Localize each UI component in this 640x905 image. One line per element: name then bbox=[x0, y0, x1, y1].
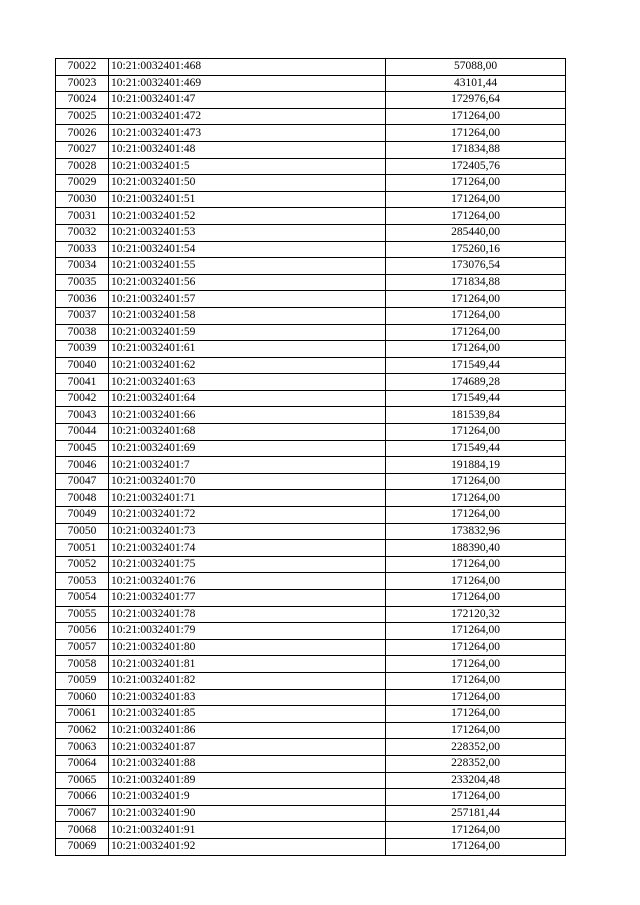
value-cell: 171264,00 bbox=[386, 672, 566, 689]
table-row bbox=[56, 623, 566, 640]
cadastral-number-cell: 10:21:0032401:78 bbox=[109, 606, 386, 623]
table-row bbox=[56, 706, 566, 723]
value-cell: 171264,00 bbox=[386, 722, 566, 739]
table-row bbox=[56, 390, 566, 407]
cadastral-number-cell: 10:21:0032401:69 bbox=[109, 440, 386, 457]
table-row bbox=[56, 158, 566, 175]
table-row bbox=[56, 374, 566, 391]
row-number-cell: 70056 bbox=[56, 623, 109, 640]
row-number-cell: 70040 bbox=[56, 357, 109, 374]
row-number-cell: 70065 bbox=[56, 772, 109, 789]
table-row bbox=[56, 258, 566, 275]
value-cell: 171834,88 bbox=[386, 274, 566, 291]
value-cell: 171264,00 bbox=[386, 639, 566, 656]
cadastral-number-cell: 10:21:0032401:71 bbox=[109, 490, 386, 507]
value-cell: 171264,00 bbox=[386, 108, 566, 125]
row-number-cell: 70052 bbox=[56, 556, 109, 573]
value-cell: 173076,54 bbox=[386, 258, 566, 275]
value-cell: 188390,40 bbox=[386, 540, 566, 557]
value-cell: 172120,32 bbox=[386, 606, 566, 623]
table-row bbox=[56, 639, 566, 656]
row-number-cell: 70050 bbox=[56, 523, 109, 540]
value-cell: 172976,64 bbox=[386, 92, 566, 109]
cadastral-number-cell: 10:21:0032401:68 bbox=[109, 424, 386, 441]
table-row bbox=[56, 490, 566, 507]
value-cell: 171264,00 bbox=[386, 341, 566, 358]
row-number-cell: 70046 bbox=[56, 457, 109, 474]
value-cell: 171264,00 bbox=[386, 291, 566, 308]
table-row bbox=[56, 590, 566, 607]
value-cell: 181539,84 bbox=[386, 407, 566, 424]
table-row bbox=[56, 473, 566, 490]
table-row bbox=[56, 291, 566, 308]
table-row bbox=[56, 789, 566, 806]
cadastral-number-cell: 10:21:0032401:56 bbox=[109, 274, 386, 291]
row-number-cell: 70048 bbox=[56, 490, 109, 507]
cadastral-number-cell: 10:21:0032401:90 bbox=[109, 805, 386, 822]
table-row bbox=[56, 224, 566, 241]
table-row bbox=[56, 92, 566, 109]
cadastral-number-cell: 10:21:0032401:86 bbox=[109, 722, 386, 739]
value-cell: 171264,00 bbox=[386, 473, 566, 490]
cadastral-value-table bbox=[55, 58, 566, 856]
row-number-cell: 70034 bbox=[56, 258, 109, 275]
table-body bbox=[56, 59, 566, 856]
cadastral-number-cell: 10:21:0032401:88 bbox=[109, 755, 386, 772]
cadastral-number-cell: 10:21:0032401:72 bbox=[109, 507, 386, 524]
row-number-cell: 70061 bbox=[56, 706, 109, 723]
cadastral-number-cell: 10:21:0032401:70 bbox=[109, 473, 386, 490]
value-cell: 191884,19 bbox=[386, 457, 566, 474]
row-number-cell: 70047 bbox=[56, 473, 109, 490]
cadastral-number-cell: 10:21:0032401:66 bbox=[109, 407, 386, 424]
value-cell: 285440,00 bbox=[386, 224, 566, 241]
cadastral-number-cell: 10:21:0032401:472 bbox=[109, 108, 386, 125]
row-number-cell: 70062 bbox=[56, 722, 109, 739]
row-number-cell: 70031 bbox=[56, 208, 109, 225]
cadastral-number-cell: 10:21:0032401:80 bbox=[109, 639, 386, 656]
row-number-cell: 70064 bbox=[56, 755, 109, 772]
cadastral-number-cell: 10:21:0032401:77 bbox=[109, 590, 386, 607]
value-cell: 43101,44 bbox=[386, 75, 566, 92]
row-number-cell: 70069 bbox=[56, 838, 109, 855]
cadastral-number-cell: 10:21:0032401:59 bbox=[109, 324, 386, 341]
table-row bbox=[56, 440, 566, 457]
table-row bbox=[56, 722, 566, 739]
row-number-cell: 70027 bbox=[56, 141, 109, 158]
value-cell: 233204,48 bbox=[386, 772, 566, 789]
value-cell: 171264,00 bbox=[386, 590, 566, 607]
value-cell: 171264,00 bbox=[386, 424, 566, 441]
cadastral-number-cell: 10:21:0032401:73 bbox=[109, 523, 386, 540]
table-row bbox=[56, 175, 566, 192]
cadastral-number-cell: 10:21:0032401:91 bbox=[109, 822, 386, 839]
row-number-cell: 70067 bbox=[56, 805, 109, 822]
value-cell: 228352,00 bbox=[386, 755, 566, 772]
table-row bbox=[56, 208, 566, 225]
row-number-cell: 70045 bbox=[56, 440, 109, 457]
value-cell: 171264,00 bbox=[386, 838, 566, 855]
cadastral-number-cell: 10:21:0032401:50 bbox=[109, 175, 386, 192]
value-cell: 172405,76 bbox=[386, 158, 566, 175]
row-number-cell: 70063 bbox=[56, 739, 109, 756]
table-row bbox=[56, 573, 566, 590]
cadastral-number-cell: 10:21:0032401:5 bbox=[109, 158, 386, 175]
table-row bbox=[56, 523, 566, 540]
row-number-cell: 70037 bbox=[56, 307, 109, 324]
value-cell: 171264,00 bbox=[386, 623, 566, 640]
cadastral-number-cell: 10:21:0032401:62 bbox=[109, 357, 386, 374]
row-number-cell: 70038 bbox=[56, 324, 109, 341]
cadastral-number-cell: 10:21:0032401:85 bbox=[109, 706, 386, 723]
cadastral-number-cell: 10:21:0032401:63 bbox=[109, 374, 386, 391]
value-cell: 171264,00 bbox=[386, 556, 566, 573]
row-number-cell: 70022 bbox=[56, 59, 109, 76]
value-cell: 171264,00 bbox=[386, 125, 566, 142]
cadastral-number-cell: 10:21:0032401:47 bbox=[109, 92, 386, 109]
row-number-cell: 70057 bbox=[56, 639, 109, 656]
cadastral-number-cell: 10:21:0032401:53 bbox=[109, 224, 386, 241]
cadastral-number-cell: 10:21:0032401:74 bbox=[109, 540, 386, 557]
row-number-cell: 70043 bbox=[56, 407, 109, 424]
row-number-cell: 70026 bbox=[56, 125, 109, 142]
cadastral-number-cell: 10:21:0032401:61 bbox=[109, 341, 386, 358]
table-row bbox=[56, 772, 566, 789]
table-row bbox=[56, 556, 566, 573]
table-row bbox=[56, 672, 566, 689]
row-number-cell: 70030 bbox=[56, 191, 109, 208]
row-number-cell: 70068 bbox=[56, 822, 109, 839]
value-cell: 171264,00 bbox=[386, 208, 566, 225]
cadastral-number-cell: 10:21:0032401:79 bbox=[109, 623, 386, 640]
row-number-cell: 70060 bbox=[56, 689, 109, 706]
value-cell: 171264,00 bbox=[386, 175, 566, 192]
cadastral-number-cell: 10:21:0032401:76 bbox=[109, 573, 386, 590]
cadastral-number-cell: 10:21:0032401:51 bbox=[109, 191, 386, 208]
value-cell: 171264,00 bbox=[386, 324, 566, 341]
cadastral-number-cell: 10:21:0032401:52 bbox=[109, 208, 386, 225]
table-row bbox=[56, 507, 566, 524]
cadastral-number-cell: 10:21:0032401:55 bbox=[109, 258, 386, 275]
table-row bbox=[56, 191, 566, 208]
row-number-cell: 70051 bbox=[56, 540, 109, 557]
row-number-cell: 70036 bbox=[56, 291, 109, 308]
cadastral-number-cell: 10:21:0032401:83 bbox=[109, 689, 386, 706]
value-cell: 175260,16 bbox=[386, 241, 566, 258]
row-number-cell: 70025 bbox=[56, 108, 109, 125]
cadastral-number-cell: 10:21:0032401:57 bbox=[109, 291, 386, 308]
row-number-cell: 70035 bbox=[56, 274, 109, 291]
value-cell: 174689,28 bbox=[386, 374, 566, 391]
value-cell: 171264,00 bbox=[386, 573, 566, 590]
cadastral-number-cell: 10:21:0032401:469 bbox=[109, 75, 386, 92]
cadastral-number-cell: 10:21:0032401:92 bbox=[109, 838, 386, 855]
table-row bbox=[56, 606, 566, 623]
table-row bbox=[56, 656, 566, 673]
table-row bbox=[56, 457, 566, 474]
row-number-cell: 70041 bbox=[56, 374, 109, 391]
row-number-cell: 70024 bbox=[56, 92, 109, 109]
cadastral-number-cell: 10:21:0032401:87 bbox=[109, 739, 386, 756]
value-cell: 173832,96 bbox=[386, 523, 566, 540]
cadastral-number-cell: 10:21:0032401:468 bbox=[109, 59, 386, 76]
table-row bbox=[56, 324, 566, 341]
row-number-cell: 70039 bbox=[56, 341, 109, 358]
table-row bbox=[56, 540, 566, 557]
table-row bbox=[56, 141, 566, 158]
cadastral-number-cell: 10:21:0032401:89 bbox=[109, 772, 386, 789]
value-cell: 171264,00 bbox=[386, 656, 566, 673]
cadastral-number-cell: 10:21:0032401:64 bbox=[109, 390, 386, 407]
row-number-cell: 70042 bbox=[56, 390, 109, 407]
value-cell: 171264,00 bbox=[386, 706, 566, 723]
value-cell: 257181,44 bbox=[386, 805, 566, 822]
value-cell: 171264,00 bbox=[386, 490, 566, 507]
row-number-cell: 70066 bbox=[56, 789, 109, 806]
cadastral-number-cell: 10:21:0032401:58 bbox=[109, 307, 386, 324]
row-number-cell: 70044 bbox=[56, 424, 109, 441]
table-row bbox=[56, 689, 566, 706]
row-number-cell: 70055 bbox=[56, 606, 109, 623]
table-row bbox=[56, 838, 566, 855]
row-number-cell: 70029 bbox=[56, 175, 109, 192]
table-row bbox=[56, 739, 566, 756]
table-row bbox=[56, 822, 566, 839]
cadastral-number-cell: 10:21:0032401:7 bbox=[109, 457, 386, 474]
table-row bbox=[56, 357, 566, 374]
table-row bbox=[56, 274, 566, 291]
table-row bbox=[56, 407, 566, 424]
row-number-cell: 70032 bbox=[56, 224, 109, 241]
table-row bbox=[56, 805, 566, 822]
value-cell: 171264,00 bbox=[386, 689, 566, 706]
cadastral-number-cell: 10:21:0032401:82 bbox=[109, 672, 386, 689]
row-number-cell: 70054 bbox=[56, 590, 109, 607]
cadastral-number-cell: 10:21:0032401:81 bbox=[109, 656, 386, 673]
value-cell: 171264,00 bbox=[386, 191, 566, 208]
value-cell: 171264,00 bbox=[386, 507, 566, 524]
row-number-cell: 70059 bbox=[56, 672, 109, 689]
row-number-cell: 70023 bbox=[56, 75, 109, 92]
row-number-cell: 70049 bbox=[56, 507, 109, 524]
cadastral-number-cell: 10:21:0032401:48 bbox=[109, 141, 386, 158]
table-row bbox=[56, 755, 566, 772]
cadastral-number-cell: 10:21:0032401:9 bbox=[109, 789, 386, 806]
cadastral-number-cell: 10:21:0032401:54 bbox=[109, 241, 386, 258]
table-row bbox=[56, 108, 566, 125]
value-cell: 171549,44 bbox=[386, 357, 566, 374]
value-cell: 228352,00 bbox=[386, 739, 566, 756]
value-cell: 171264,00 bbox=[386, 822, 566, 839]
value-cell: 171264,00 bbox=[386, 307, 566, 324]
row-number-cell: 70053 bbox=[56, 573, 109, 590]
cadastral-number-cell: 10:21:0032401:473 bbox=[109, 125, 386, 142]
value-cell: 171549,44 bbox=[386, 440, 566, 457]
row-number-cell: 70028 bbox=[56, 158, 109, 175]
table-row bbox=[56, 59, 566, 76]
table-row bbox=[56, 75, 566, 92]
table-row bbox=[56, 341, 566, 358]
table-row bbox=[56, 424, 566, 441]
cadastral-number-cell: 10:21:0032401:75 bbox=[109, 556, 386, 573]
value-cell: 171834,88 bbox=[386, 141, 566, 158]
table-row bbox=[56, 307, 566, 324]
table-row bbox=[56, 125, 566, 142]
value-cell: 171549,44 bbox=[386, 390, 566, 407]
row-number-cell: 70033 bbox=[56, 241, 109, 258]
value-cell: 171264,00 bbox=[386, 789, 566, 806]
row-number-cell: 70058 bbox=[56, 656, 109, 673]
value-cell: 57088,00 bbox=[386, 59, 566, 76]
table-row bbox=[56, 241, 566, 258]
